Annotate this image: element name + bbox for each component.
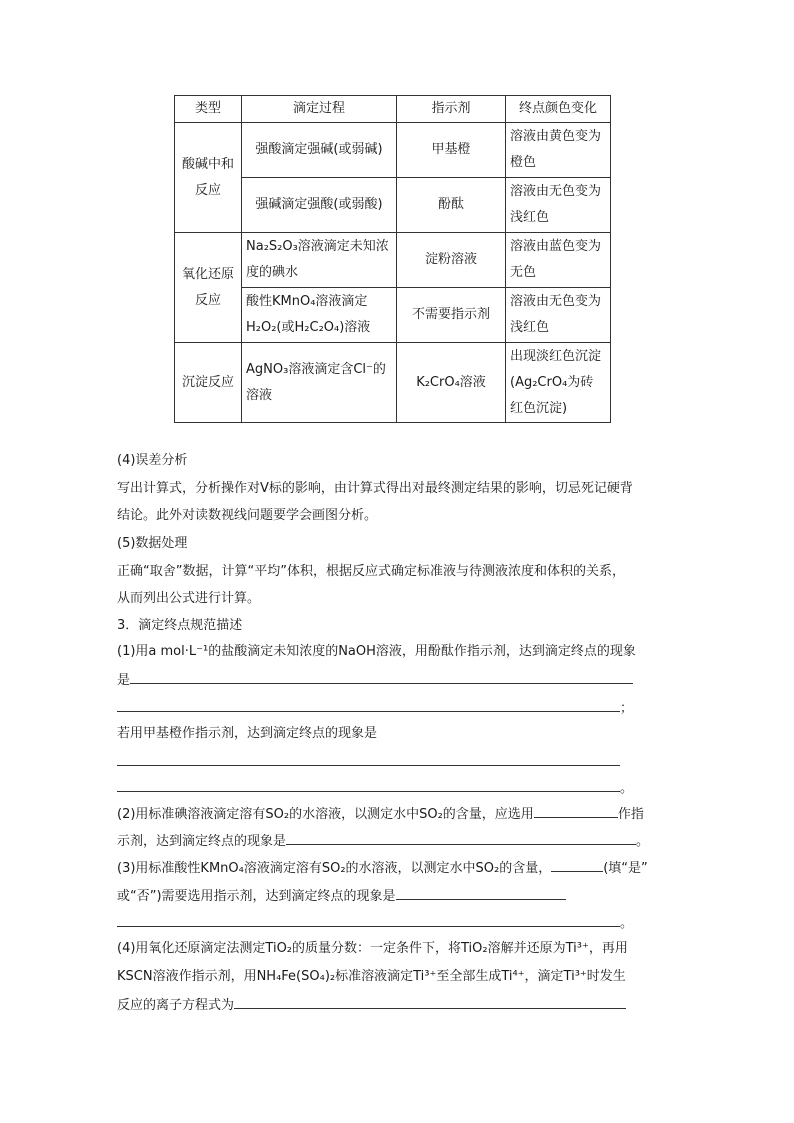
answer-blank[interactable] (117, 778, 620, 792)
section-5-text-1: 正确“取舍”数据，计算“平均”体积，根据反应式确定标准液与待测液浓度和体积的关系， (117, 564, 625, 579)
answer-blank[interactable] (130, 670, 633, 684)
cell-process: Na₂S₂O₃溶液滴定未知浓度的碘水 (242, 233, 397, 288)
group-acid-base: 酸碱中和反应 (175, 123, 242, 233)
question-4-line-3 (117, 995, 626, 1015)
cell-indicator: K₂CrO₄溶液 (397, 343, 506, 423)
table-row (175, 233, 611, 288)
indicator-table (174, 95, 611, 423)
question-1-answer-line-4 (117, 778, 633, 798)
question-4-text-3: 反应的离子方程式为 (117, 998, 235, 1013)
cell-process: 强酸滴定强碱(或弱碱) (242, 123, 397, 178)
table-row (175, 343, 611, 423)
section-4-text-1: 写出计算式，分析操作对V标的影响，由计算式得出对最终测定结果的影响，切忌死记硬背 (117, 481, 633, 496)
header-type: 类型 (175, 96, 242, 123)
semicolon: ； (620, 701, 634, 716)
question-1-answer-line-2 (117, 698, 633, 718)
cell-indicator: 不需要指示剂 (397, 288, 506, 343)
cell-color: 溶液由无色变为浅红色 (506, 178, 611, 233)
cell-indicator: 甲基橙 (397, 123, 506, 178)
cell-indicator: 淀粉溶液 (397, 233, 506, 288)
question-2-line-1 (117, 804, 644, 824)
cell-process: AgNO₃溶液滴定含Cl⁻的溶液 (242, 343, 397, 423)
answer-blank[interactable] (551, 858, 603, 872)
section-4-text-2: 结论。此外对读数视线问题要学会画图分析。 (117, 508, 378, 523)
period: 。 (636, 834, 650, 849)
question-1-answer-line-3 (117, 752, 620, 772)
question-3-line-3 (117, 913, 633, 933)
answer-blank[interactable] (117, 913, 620, 927)
question-1-text: (1)用a mol·L⁻¹的盐酸滴定未知浓度的NaOH溶液，用酚酞作指示剂，达到滴定终点的现象 (117, 644, 636, 659)
question-3-line-2 (117, 886, 566, 906)
question-4-line-2: KSCN溶液作指示剂，用NH₄Fe(SO₄)₂标准溶液滴定Ti³⁺至全部生成Ti⁴⁺，滴定Ti³⁺时发生 (117, 969, 626, 984)
answer-blank[interactable] (117, 698, 620, 712)
cell-color: 溶液由蓝色变为无色 (506, 233, 611, 288)
question-3-text-2: 或“否”)需要选用指示剂，达到滴定终点的现象是 (117, 889, 396, 904)
question-3-text: (3)用标准酸性KMnO₄溶液滴定溶有SO₂的水溶液，以测定水中SO₂的含量， (117, 861, 552, 876)
question-2-line-2 (117, 831, 649, 851)
answer-blank[interactable] (286, 831, 636, 845)
section-3-title: 3．滴定终点规范描述 (117, 618, 243, 633)
cell-color: 溶液由无色变为浅红色 (506, 288, 611, 343)
answer-blank[interactable] (396, 886, 566, 900)
period: 。 (620, 916, 634, 931)
question-2-text: (2)用标准碘溶液滴定溶有SO₂的水溶液，以测定水中SO₂的含量，应选用 (117, 807, 534, 822)
group-precipitation: 沉淀反应 (175, 343, 242, 423)
question-1-answer-line-1 (117, 670, 633, 690)
group-redox: 氧化还原反应 (175, 233, 242, 343)
header-process: 滴定过程 (242, 96, 397, 123)
cell-process: 强碱滴定强酸(或弱酸) (242, 178, 397, 233)
question-3-text-end: (填“是” (603, 861, 648, 876)
question-3-line-1 (117, 858, 648, 878)
table-row (175, 123, 611, 178)
period: 。 (620, 781, 634, 796)
cell-indicator: 酚酞 (397, 178, 506, 233)
section-5-text-2: 从而列出公式进行计算。 (117, 591, 261, 606)
header-color-change: 终点颜色变化 (506, 96, 611, 123)
cell-color: 溶液由黄色变为橙色 (506, 123, 611, 178)
cell-process: 酸性KMnO₄溶液滴定H₂O₂(或H₂C₂O₄)溶液 (242, 288, 397, 343)
cell-color: 出现淡红色沉淀(Ag₂CrO₄为砖红色沉淀) (506, 343, 611, 423)
question-2-text-2: 示剂，达到滴定终点的现象是 (117, 834, 287, 849)
question-4-line-1: (4)用氧化还原滴定法测定TiO₂的质量分数：一定条件下，将TiO₂溶解并还原为Ti³⁺，再用 (117, 941, 628, 956)
section-4-title: (4)误差分析 (117, 453, 188, 468)
table-header-row (175, 96, 611, 123)
question-2-text-end: 作指 (617, 807, 644, 822)
answer-blank[interactable] (117, 752, 620, 766)
answer-blank[interactable] (534, 804, 618, 818)
section-5-title: (5)数据处理 (117, 536, 188, 551)
question-1-label: 是 (117, 673, 131, 688)
question-1-methyl-orange: 若用甲基橙作指示剂，达到滴定终点的现象是 (117, 726, 378, 741)
header-indicator: 指示剂 (397, 96, 506, 123)
answer-blank[interactable] (234, 995, 626, 1009)
